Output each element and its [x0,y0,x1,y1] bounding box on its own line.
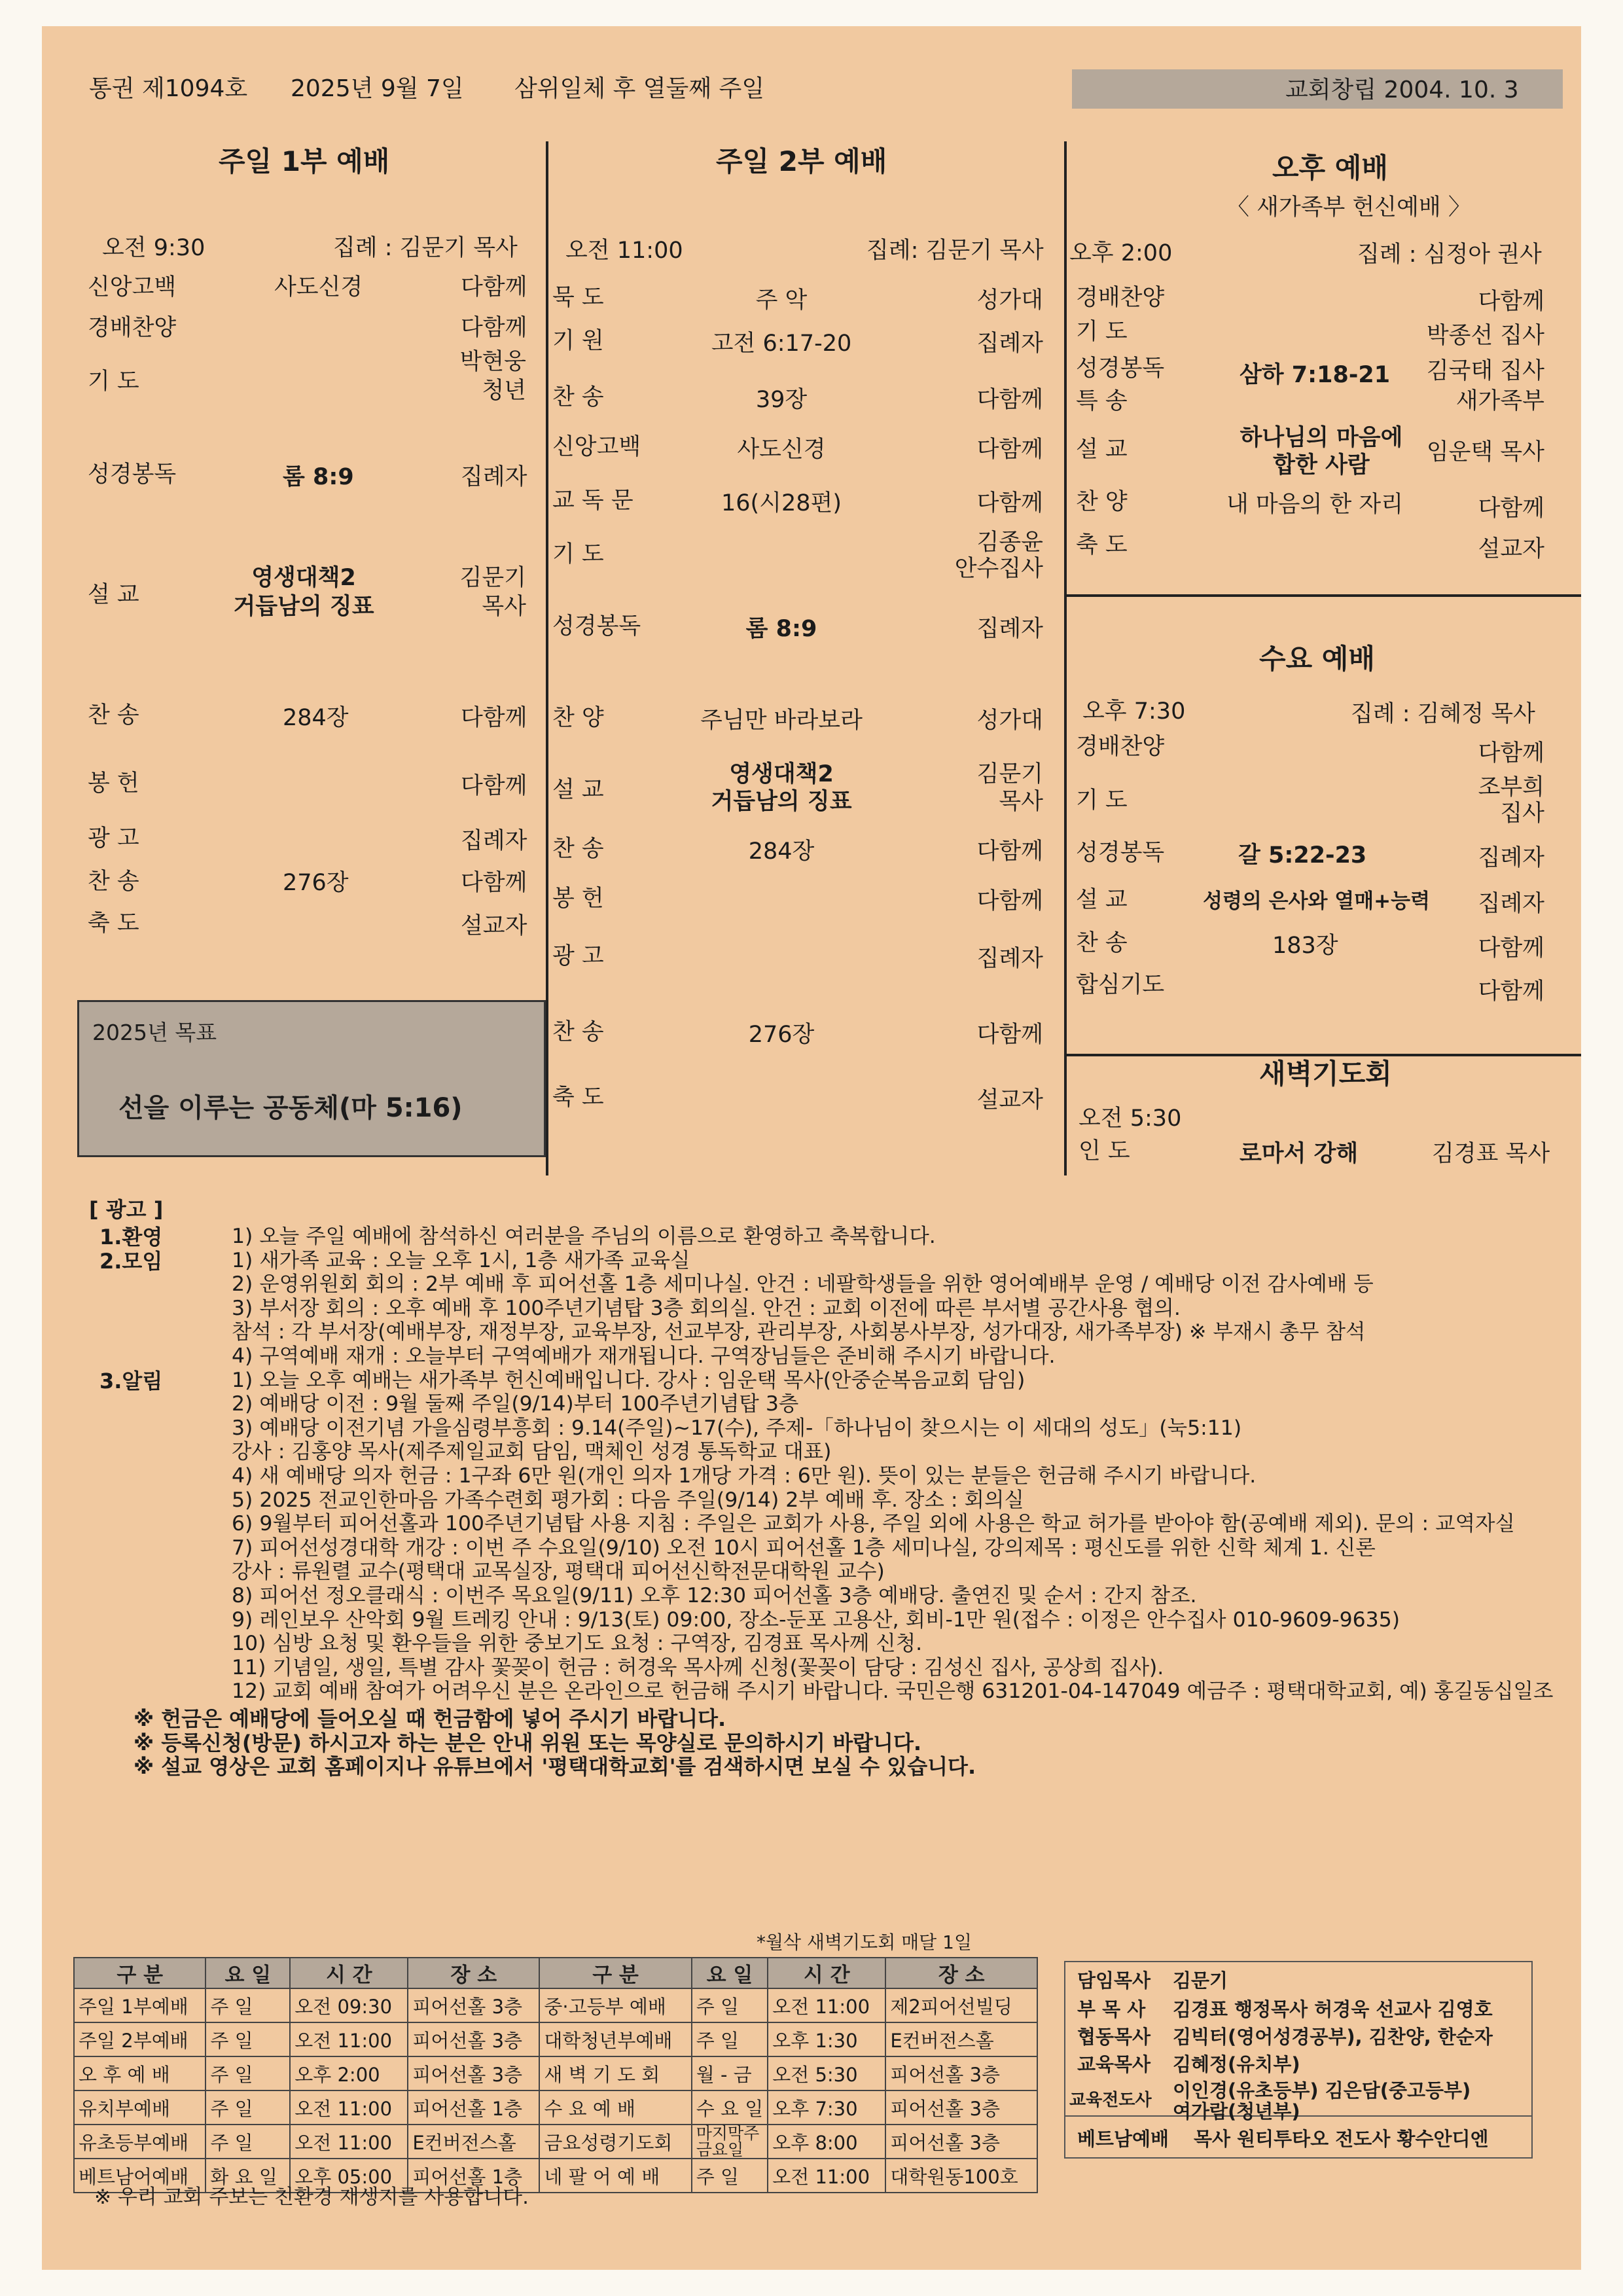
order-person-title: 청년 [482,378,526,404]
order-item: 찬 송 [552,836,604,862]
staff-names: 이인경(유초등부) 김은담(중고등부) [1173,2079,1471,2102]
order-item: 교 독 문 [552,488,633,514]
schedule-cell: 피어선홀 1층 [408,2090,539,2125]
order-person: 새가족부 [1455,388,1544,414]
schedule-cell: E컨버전스홀 [885,2022,1037,2056]
ads-line: 2) 예배당 이전 : 9월 둘째 주일(9/14)부터 100주년기념탑 3층 [232,1392,799,1416]
schedule-cell: 피어선홀 3층 [885,2125,1037,2159]
schedule-row [74,2056,1037,2090]
order-person: 설교자 [1478,536,1544,562]
schedule-cell: 주 일 [692,1988,768,2022]
order-person-title: 안수집사 [954,556,1043,582]
afternoon-title: 오후 예배 [1272,152,1388,184]
order-person: 설교자 [976,1087,1043,1113]
order-content: 롬 8:9 [283,464,354,490]
schedule-cell: 오후 8:00 [768,2125,885,2159]
order-item: 특 송 [1076,388,1128,414]
ads-line: 9) 레인보우 산악회 9월 트레킹 안내 : 9/13(토) 09:00, 장소-둔포 고용산, 회비-1만 원(접수 : 이정은 안수집사 010-9609-9635) [232,1607,1400,1632]
order-person: 김문기 [459,565,526,591]
sunday-name: 삼위일체 후 열둘째 주일 [514,75,765,102]
column-divider [1064,141,1067,1175]
ads-note: ※ 등록신청(방문) 하시고자 하는 분은 안내 위원 또는 목양실로 문의하시기 바랍니다. [134,1730,922,1755]
schedule-cell: 마지막주 금요일 [692,2125,768,2159]
ads-heading: [ 광고 ] [89,1197,164,1222]
goal-label: 2025년 목표 [92,1020,217,1045]
schedule-cell: 유초등부예배 [74,2125,205,2159]
order-item: 설 교 [1076,437,1128,463]
schedule-cell: 주 일 [205,2090,290,2125]
order-person: 집례자 [976,946,1043,972]
ads-line: 1) 새가족 교육 : 오늘 오후 1시, 1층 새가족 교육실 [232,1248,690,1272]
schedule-cell: 피어선홀 3층 [885,2056,1037,2090]
order-content: 39장 [755,387,808,413]
sermon-title: 하나님의 마음에 [1240,425,1403,451]
schedule-cell: 중·고등부 예배 [539,1988,691,2022]
order-person: 김종윤 [976,529,1043,556]
schedule-cell: 주 일 [205,2022,290,2056]
order-content: 주님만 바라보라 [700,708,863,734]
order-person: 김국태 집사 [1426,358,1544,384]
order-item: 광 고 [88,825,139,852]
order-item: 축 도 [88,910,139,937]
order-person-title: 목사 [999,789,1043,815]
dawn-leader: 김경표 목사 [1432,1141,1550,1167]
schedule-cell: 피어선홀 3층 [408,1988,539,2022]
order-content: 갈 5:22-23 [1238,842,1367,869]
order-item: 찬 송 [88,702,139,728]
section-divider [1064,594,1581,597]
order-item: 찬 양 [1076,489,1128,515]
order-person: 다함께 [461,705,527,731]
order-item: 신앙고백 [552,434,641,460]
column-divider [546,141,548,1175]
schedule-cell: 주 일 [692,2159,768,2193]
order-item: 봉 헌 [552,886,604,912]
ads-category-label: 1.환영 [99,1225,163,1249]
sermon-subtitle: 합한 사람 [1273,452,1370,478]
order-item: 기 도 [1076,319,1128,345]
schedule-cell: E컨버전스홀 [408,2125,539,2159]
order-person: 집례자 [461,464,527,490]
ads-line: 4) 구역예배 재개 : 오늘부터 구역예배가 재개됩니다. 구역장님들은 준비해 주시기 바랍니다. [232,1344,1056,1368]
dawn-role: 인 도 [1079,1138,1130,1164]
ads-line: 3) 부서장 회의 : 오후 예배 후 100주년기념탑 3층 회의실. 안건 : 교회 이전에 따른 부서별 공간사용 협의. [232,1296,1181,1320]
schedule-cell: 피어선홀 3층 [885,2090,1037,2125]
sermon-subtitle: 거듭남의 징표 [233,594,374,620]
order-content: 284장 [748,838,815,865]
ads-line: 7) 피어선성경대학 개강 : 이번 주 수요일(9/10) 오전 10시 피어선홀 1층 세미나실, 강의제목 : 평신도를 위한 신학 체계 1. 신론 [232,1535,1376,1560]
order-content: 성령의 은사와 열매+능력 [1203,889,1431,913]
dawn-title: 새벽기도회 [1259,1058,1392,1090]
schedule-cell: 오후 1:30 [768,2022,885,2056]
order-item: 합심기도 [1076,972,1165,998]
order-item: 찬 송 [1076,930,1128,956]
schedule-row [74,2125,1037,2159]
order-person: 다함께 [976,838,1043,865]
order-person: 다함께 [461,274,527,300]
wednesday-title: 수요 예배 [1259,643,1375,675]
afternoon-subtitle: 〈 새가족부 헌신예배 〉 [1226,194,1471,221]
staff-role: 교육전도사 [1069,2090,1152,2110]
schedule-cell: 제2피어선빌딩 [885,1988,1037,2022]
bulletin-date: 2025년 9월 7일 [291,75,464,102]
order-item: 찬 송 [552,384,604,410]
staff-names: 김문기 [1173,1969,1228,1992]
schedule-cell: 주 일 [205,2125,290,2159]
schedule-cell: 화 요 일 [205,2159,290,2193]
schedule-cell: 주일 2부예배 [74,2022,205,2056]
order-item: 기 도 [552,541,604,567]
schedule-row [74,2090,1037,2125]
order-content: 284장 [283,705,349,731]
order-person-title: 목사 [482,594,526,620]
dawn-time: 오전 5:30 [1079,1105,1182,1132]
order-person: 조부희 [1478,774,1544,800]
sermon-title: 영생대책2 [251,565,356,591]
schedule-cell: 피어선홀 3층 [408,2022,539,2056]
order-item: 묵 도 [552,285,604,311]
schedule-cell: 피어선홀 1층 [408,2159,539,2193]
schedule-cell: 주 일 [692,2022,768,2056]
order-person-title: 집사 [1500,800,1544,827]
order-item: 광 고 [552,943,604,969]
order-person: 다함께 [1478,495,1544,522]
order-item: 기 도 [1076,787,1128,814]
order-person: 다함께 [976,490,1043,516]
order-item: 축 도 [552,1085,604,1111]
schedule-header: 시 간 [290,1958,408,1988]
staff-role: 협동목사 [1077,2026,1151,2048]
order-item: 찬 양 [552,705,604,731]
staff-role: 부 목 사 [1077,1998,1146,2020]
schedule-cell: 새 벽 기 도 회 [539,2056,691,2090]
order-person: 김문기 [976,761,1043,787]
order-item: 경배찬양 [88,315,177,341]
ads-line: 강사 : 김홍양 목사(제주제일교회 담임, 맥체인 성경 통독학교 대표) [232,1440,832,1464]
section-divider [1064,1054,1581,1056]
order-content: 고전 6:17-20 [711,331,852,357]
schedule-cell: 유치부예배 [74,2090,205,2125]
schedule-cell: 수 요 일 [692,2090,768,2125]
order-person: 집례자 [1478,891,1544,917]
schedule-table [73,1957,1038,2193]
schedule-cell: 오전 11:00 [290,2022,408,2056]
order-person: 다함께 [1478,289,1544,315]
staff-names: 김빅터(영어성경공부), 김찬양, 한순자 [1173,2026,1493,2048]
schedule-cell: 오전 11:00 [768,2159,885,2193]
recycled-paper-note: ※ 우리 교회 주보는 친환경 재생지를 사용합니다. [94,2185,529,2209]
dawn-text: 로마서 강해 [1240,1141,1359,1167]
afternoon-time: 오후 2:00 [1069,240,1173,266]
order-person: 집례자 [1478,845,1544,871]
schedule-cell: 금요성령기도회 [539,2125,691,2159]
schedule-cell: 오후 7:30 [768,2090,885,2125]
schedule-header: 요 일 [692,1958,768,1988]
order-item: 성경봉독 [552,613,641,639]
schedule-cell: 오전 11:00 [290,2125,408,2159]
order-person: 집례자 [976,616,1043,642]
goal-box [77,1000,546,1157]
ads-line: 10) 심방 요청 및 환우들을 위한 중보기도 요청 : 구역장, 김경표 목사께 신청. [232,1632,923,1656]
schedule-cell: 오 후 예 배 [74,2056,205,2090]
schedule-row [74,1988,1037,2022]
ads-line: 강사 : 류원렬 교수(평택대 교목실장, 평택대 피어선신학전문대학원 교수) [232,1560,885,1584]
order-item: 찬 송 [88,869,139,895]
goal-text: 선을 이루는 공동체(마 5:16) [118,1093,463,1123]
service2-leader: 집례: 김문기 목사 [866,238,1044,264]
order-item: 설 교 [88,582,139,608]
schedule-header: 요 일 [205,1958,290,1988]
service2-title: 주일 2부 예배 [716,145,887,177]
service1-leader: 집례 : 김문기 목사 [333,235,518,261]
order-content: 276장 [283,870,349,896]
order-person: 다함께 [1478,935,1544,961]
order-content: 내 마음의 한 자리 [1226,492,1404,518]
staff-names: 김경표 행정목사 허경욱 선교사 김영호 [1173,1998,1493,2020]
order-item: 설 교 [552,777,604,803]
order-person: 다함께 [461,315,527,341]
schedule-cell: 대학원동100호 [885,2159,1037,2193]
order-content: 사도신경 [274,274,363,300]
order-person: 다함께 [976,437,1043,463]
ads-category-label: 3.알림 [99,1368,163,1393]
ads-note: ※ 설교 영상은 교회 홈페이지나 유튜브에서 '평택대학교회'를 검색하시면 보실 수 있습니다. [134,1754,976,1780]
order-content: 16(시28편) [721,490,842,516]
service1-time: 오전 9:30 [102,235,205,261]
order-person: 다함께 [1478,978,1544,1005]
order-person: 다함께 [461,870,527,896]
ads-line: 참석 : 각 부서장(예배부장, 재정부장, 교육부장, 선교부장, 관리부장, 사회봉사부장, 성가대장, 새가족부장) ※ 부재시 총무 참석 [232,1320,1366,1344]
order-content: 276장 [748,1022,815,1048]
order-person: 다함께 [976,387,1043,413]
order-person: 성가대 [976,287,1043,314]
schedule-cell: 오후 05:00 [290,2159,408,2193]
schedule-cell: 오전 11:00 [768,1988,885,2022]
order-item: 신앙고백 [88,274,177,300]
ads-line: 6) 9월부터 피어선홀과 100주년기념탑 사용 지침 : 주일은 교회가 사용, 주일 외에 사용은 학교 허가를 받아야 함(공예배 제외). 문의 : 교역자실 [232,1512,1515,1536]
order-item: 성경봉독 [1076,355,1165,382]
staff-role: 담임목사 [1077,1969,1151,1992]
sermon-title: 영생대책2 [729,761,834,787]
ads-line: 8) 피어선 정오클래식 : 이번주 목요일(9/11) 오후 12:30 피어선홀 3층 예배당. 출연진 및 순서 : 간지 참조. [232,1584,1197,1607]
schedule-cell: 피어선홀 3층 [408,2056,539,2090]
schedule-cell: 베트남어예배 [74,2159,205,2193]
staff-names: 여가람(청년부) [1173,2100,1300,2123]
schedule-cell: 수 요 예 배 [539,2090,691,2125]
schedule-header: 장 소 [885,1958,1037,1988]
order-content: 삼하 7:18-21 [1240,362,1391,388]
order-content: 주 악 [755,287,808,314]
ads-line: 4) 새 예배당 의자 헌금 : 1구좌 6만 원(개인 의자 1개당 가격 : 6만 원). 뜻이 있는 분들은 헌금해 주시기 바랍니다. [232,1464,1257,1488]
schedule-cell: 월 - 금 [692,2056,768,2090]
schedule-header: 구 분 [74,1958,205,1988]
order-person: 박현웅 [459,349,526,375]
order-item: 경배찬양 [1076,734,1165,760]
order-person: 다함께 [461,773,527,799]
order-content: 사도신경 [737,437,826,463]
service2-time: 오전 11:00 [565,238,683,264]
founded-date: 교회창립 2004. 10. 3 [1285,77,1519,103]
schedule-cell: 주 일 [205,1988,290,2022]
ads-line: 2) 운영위원회 회의 : 2부 예배 후 피어선홀 1층 세미나실. 안건 : 네팔학생들을 위한 영어예배부 운영 / 예배당 이전 감사예배 등 [232,1272,1374,1297]
schedule-cell: 대학청년부예배 [539,2022,691,2056]
ads-line: 1) 오늘 오후 예배는 새가족부 헌신예배입니다. 강사 : 임운택 목사(안중순복음교회 담임) [232,1368,1026,1392]
staff-names: 김혜정(유치부) [1173,2053,1300,2075]
schedule-cell: 주일 1부예배 [74,1988,205,2022]
order-item: 성경봉독 [1076,840,1165,866]
order-person: 임운택 목사 [1426,439,1544,465]
schedule-header: 시 간 [768,1958,885,1988]
ads-line: 11) 기념일, 생일, 특별 감사 꽃꽂이 헌금 : 허경욱 목사께 신청(꽃꽂이 담당 : 김성신 집사, 공상희 집사). [232,1655,1164,1679]
schedule-cell: 오후 2:00 [290,2056,408,2090]
staff-role: 베트남예배 [1077,2128,1169,2150]
order-item: 축 도 [1076,532,1128,558]
ads-line: 3) 예배당 이전기념 가을심령부흥회 : 9.14(주일)~17(수), 주제-「하나님이 찾으시는 이 세대의 성도」(눅5:11) [232,1416,1242,1440]
order-item: 봉 헌 [88,770,139,797]
order-person: 다함께 [976,888,1043,914]
schedule-cell: 오전 11:00 [290,2090,408,2125]
wednesday-leader: 집례 : 김혜정 목사 [1351,701,1535,727]
schedule-row [74,2022,1037,2056]
sermon-subtitle: 거듭남의 징표 [711,789,852,815]
order-person: 성가대 [976,708,1043,734]
wednesday-time: 오후 7:30 [1082,698,1186,725]
afternoon-leader: 집례 : 심정아 권사 [1357,242,1542,268]
ads-line: 12) 교회 예배 참여가 어려우신 분은 온라인으로 헌금해 주시기 바랍니다. 국민은행 631201-04-147049 예금주 : 평택대학교회, 예) 홍길동십일조 [232,1679,1554,1704]
order-person: 박종선 집사 [1426,323,1544,349]
order-person: 다함께 [976,1022,1043,1048]
bulletin-page [42,26,1581,2270]
service1-title: 주일 1부 예배 [219,145,390,177]
order-item: 기 원 [552,328,604,354]
schedule-note: *월삭 새벽기도회 매달 1일 [757,1931,972,1953]
order-person: 집례자 [976,331,1043,357]
ads-note: ※ 헌금은 예배당에 들어오실 때 헌금함에 넣어 주시기 바랍니다. [134,1706,726,1731]
staff-role: 교육목사 [1077,2053,1151,2075]
order-item: 기 도 [88,368,139,395]
staff-names: 목사 원티투타오 전도사 황수안디엔 [1194,2128,1489,2150]
schedule-cell: 네 팔 어 예 배 [539,2159,691,2193]
schedule-cell: 주 일 [205,2056,290,2090]
schedule-header: 구 분 [539,1958,691,1988]
order-item: 성경봉독 [88,461,177,488]
order-item: 경배찬양 [1076,285,1165,311]
issue-number: 통권 제1094호 [89,75,248,102]
order-item: 설 교 [1076,887,1128,913]
ads-line: 1) 오늘 주일 예배에 참석하신 여러분을 주님의 이름으로 환영하고 축복합니다. [232,1225,936,1248]
order-content: 롬 8:9 [745,616,817,642]
order-item: 찬 송 [552,1019,604,1045]
ads-line: 5) 2025 전교인한마음 가족수련회 평가회 : 다음 주일(9/14) 2부 예배 후. 장소 : 회의실 [232,1488,1024,1512]
order-content: 183장 [1272,933,1338,959]
order-person: 다함께 [1478,740,1544,766]
schedule-cell: 오전 09:30 [290,1988,408,2022]
schedule-cell: 오전 5:30 [768,2056,885,2090]
ads-category-label: 2.모임 [99,1248,163,1274]
order-person: 설교자 [461,913,527,939]
order-person: 집례자 [461,828,527,854]
schedule-header: 장 소 [408,1958,539,1988]
